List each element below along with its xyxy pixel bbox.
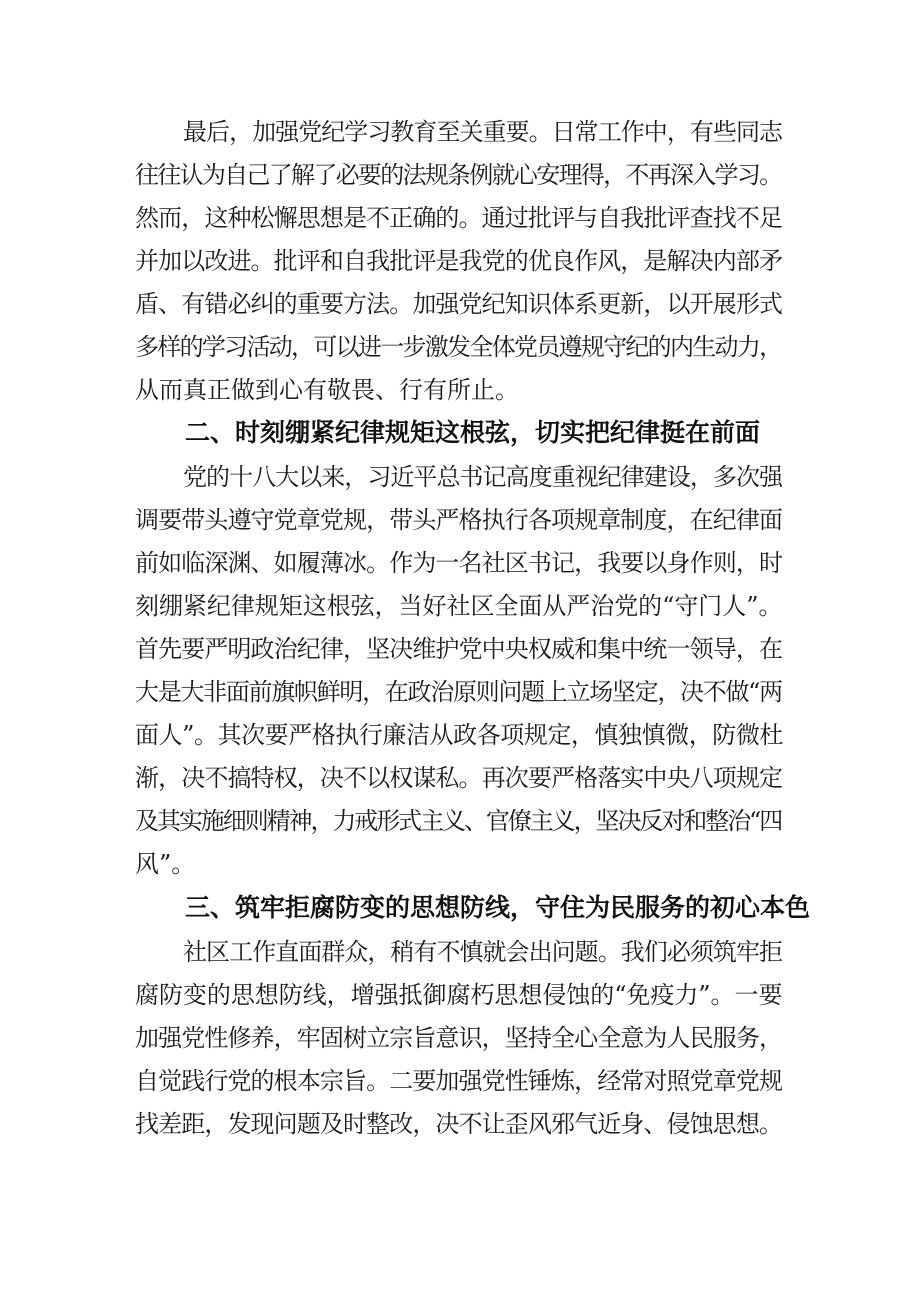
paragraph-line: 及其实施细则精神，力戒形式主义、官僚主义，坚决反对和整治“四 [135, 807, 782, 835]
paragraph-line: 多样的学习活动，可以进一步激发全体党员遵规守纪的内生动力， [135, 333, 782, 361]
paragraph-line: 刻绷紧纪律规矩这根弦，当好社区全面从严治党的“守门人”。 [135, 592, 783, 620]
paragraph-line: 加强党性修养，牢固树立宗旨意识，坚持全心全意为人民服务， [135, 1024, 783, 1052]
paragraph-line: 首先要严明政治纪律，坚决维护党中央权威和集中统一领导，在 [135, 635, 783, 663]
paragraph-line: 党的十八大以来，习近平总书记高度重视纪律建设，多次强 [183, 463, 783, 491]
section-heading-2: 二、时刻绷紧纪律规矩这根弦，切实把纪律挺在前面 [185, 418, 761, 447]
paragraph-line: 风”。 [135, 850, 196, 878]
paragraph-line: 并加以改进。批评和自我批评是我党的优良作风，是解决内部矛 [135, 247, 783, 275]
paragraph-line: 自觉践行党的根本宗旨。二要加强党性锤炼，经常对照党章党规 [135, 1067, 783, 1095]
paragraph-line: 腐防变的思想防线，增强抵御腐朽思想侵蚀的“免疫力”。一要 [135, 981, 783, 1009]
paragraph-line: 盾、有错必纠的重要方法。加强党纪知识体系更新，以开展形式 [135, 290, 783, 318]
section-heading-3: 三、筑牢拒腐防变的思想防线，守住为民服务的初心本色 [185, 893, 811, 922]
paragraph-line: 从而真正做到心有敬畏、行有所止。 [135, 376, 519, 404]
paragraph-line: 渐，决不搞特权，决不以权谋私。再次要严格落实中央八项规定 [135, 764, 783, 792]
paragraph-line: 社区工作直面群众，稍有不慎就会出问题。我们必须筑牢拒 [183, 938, 783, 966]
paragraph-line: 找差距，发现问题及时整改，决不让歪风邪气近身、侵蚀思想。 [135, 1110, 783, 1138]
paragraph-line: 往往认为自己了解了必要的法规条例就心安理得，不再深入学习。 [135, 161, 782, 189]
paragraph-line: 然而，这种松懈思想是不正确的。通过批评与自我批评查找不足 [135, 204, 783, 232]
paragraph-line: 面人”。其次要严格执行廉洁从政各项规定，慎独慎微，防微杜 [135, 721, 783, 749]
paragraph-line: 调要带头遵守党章党规，带头严格执行各项规章制度，在纪律面 [135, 506, 783, 534]
paragraph-line: 大是大非面前旗帜鲜明，在政治原则问题上立场坚定，决不做“两 [135, 678, 782, 706]
paragraph-line: 前如临深渊、如履薄冰。作为一名社区书记，我要以身作则，时 [135, 549, 783, 577]
paragraph-line: 最后，加强党纪学习教育至关重要。日常工作中，有些同志 [183, 118, 783, 146]
